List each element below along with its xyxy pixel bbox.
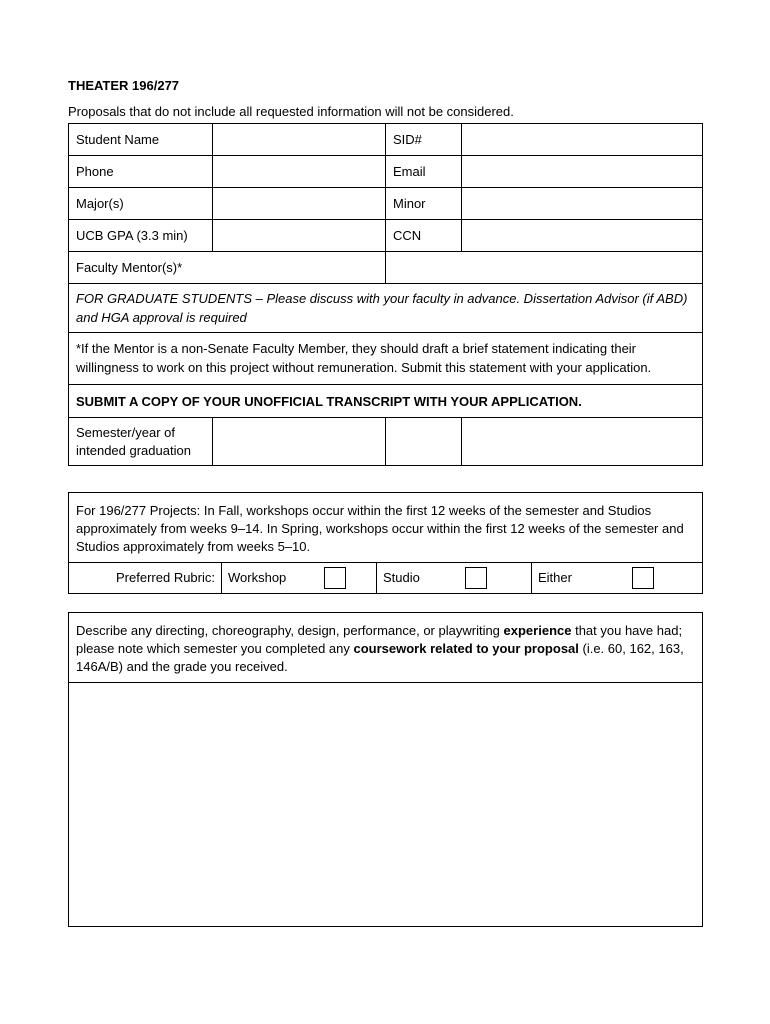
table-row [69,124,703,156]
student-name-label: Student Name [69,124,213,156]
gpa-field[interactable] [213,220,386,252]
graduation-field-3[interactable] [386,418,462,466]
minor-label: Minor [386,188,462,220]
either-label: Either [538,570,572,585]
rubric-option-studio[interactable] [377,563,532,594]
form-title: THEATER 196/277 [68,78,180,93]
sid-field[interactable] [462,124,703,156]
phone-field[interactable] [213,156,386,188]
experience-text-3: (i.e. 60, 162, 163, 146A/B) and the grade you received. [76,641,684,674]
projects-table [68,492,703,594]
email-label: Email [386,156,462,188]
majors-label: Major(s) [69,188,213,220]
table-row [69,156,703,188]
experience-text-1: Describe any directing, choreography, design, performance, or playwriting [76,623,504,638]
email-field[interactable] [462,156,703,188]
phone-label: Phone [69,156,213,188]
table-row [69,385,703,418]
sid-label: SID# [386,124,462,156]
graduation-label-line1: Semester/year of [76,424,175,440]
rubric-option-either[interactable] [532,563,703,594]
experience-bold-1: experience [503,623,572,638]
studio-label: Studio [383,570,420,585]
table-row [69,284,703,333]
graduation-label-line2: intended graduation [76,442,191,458]
transcript-note: SUBMIT A COPY OF YOUR UNOFFICIAL TRANSCRIPT WITH YOUR APPLICATION. [69,385,703,418]
rubric-option-workshop[interactable] [222,563,377,594]
gpa-label: UCB GPA (3.3 min) [69,220,213,252]
experience-response-field[interactable] [69,683,703,927]
experience-bold-2: coursework related to your proposal [353,641,579,656]
experience-table [68,612,703,927]
mentor-note: *If the Mentor is a non-Senate Faculty Member, they should draft a brief statement indicating their willingness to work on this project without remuneration. Submit this statement with your application. [69,333,703,385]
graduation-year-field[interactable] [462,418,703,466]
table-row [69,613,703,683]
table-row [69,252,703,284]
table-row [69,493,703,563]
form-notice: Proposals that do not include all requested information will not be considered. [68,104,514,119]
table-row [69,220,703,252]
ccn-label: CCN [386,220,462,252]
graduation-label [69,418,213,466]
table-row [69,333,703,385]
faculty-mentor-field[interactable] [386,252,703,284]
workshop-label: Workshop [228,570,287,585]
table-row [69,188,703,220]
graduate-students-note: FOR GRADUATE STUDENTS – Please discuss with your faculty in advance. Dissertation Advisor (if ABD) and HGA approval is required [69,284,703,333]
ccn-field[interactable] [462,220,703,252]
either-checkbox[interactable] [632,567,654,589]
studio-checkbox[interactable] [465,567,487,589]
experience-text-2: that you have had; please note which semester you completed any [76,623,683,656]
majors-field[interactable] [213,188,386,220]
table-row [69,683,703,927]
table-row [69,418,703,466]
student-info-table [68,123,703,466]
table-row [69,563,703,594]
preferred-rubric-label: Preferred Rubric: [69,563,222,594]
experience-prompt [69,613,703,683]
projects-info: For 196/277 Projects: In Fall, workshops occur within the first 12 weeks of the semester and Studios approximately from weeks 9–14. In Spring, workshops occur within the first 12 weeks of the semester and Studios approximately from weeks 5–10. [69,493,703,563]
graduation-semester-field[interactable] [213,418,386,466]
workshop-checkbox[interactable] [324,567,346,589]
minor-field[interactable] [462,188,703,220]
student-name-field[interactable] [213,124,386,156]
faculty-mentor-label: Faculty Mentor(s)* [69,252,386,284]
